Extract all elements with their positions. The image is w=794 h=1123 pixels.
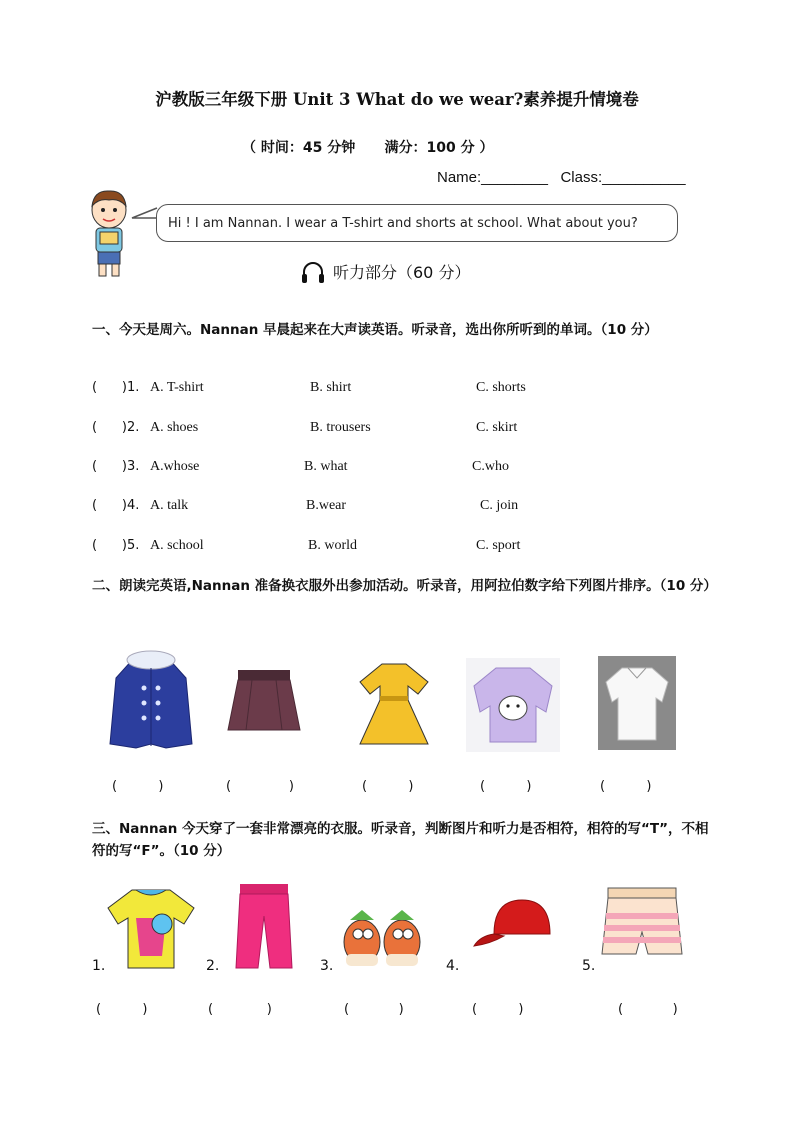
- sweater-picture: [466, 658, 560, 752]
- q1-option-b: B. shirt: [310, 380, 352, 395]
- judge-blank-4[interactable]: ( ): [472, 1002, 524, 1017]
- section1-heading: 一、今天是周六。Nannan 早晨起来在大声读英语。听录音，选出你所听到的单词。（10 分）: [92, 322, 658, 338]
- headphones-icon: [300, 260, 326, 284]
- judge-blank-2[interactable]: ( ): [208, 1002, 272, 1017]
- q4-option-a: A. talk: [150, 498, 189, 513]
- q3-option-c: C.who: [472, 459, 509, 474]
- q4-option-c: C. join: [480, 498, 519, 513]
- section2-heading: 二、朗读完英语,Nannan 准备换衣服外出参加活动。听录音，用阿拉伯数字给下列图片排序。（10 分）: [92, 578, 717, 594]
- order-blank-2[interactable]: ( ): [226, 779, 294, 794]
- shirt-picture: [598, 656, 676, 750]
- listening-heading: 听力部分（60 分）: [333, 263, 471, 282]
- q4-blank[interactable]: ( )4.: [92, 498, 140, 513]
- trousers-picture: [226, 880, 302, 972]
- q5-blank[interactable]: ( )5.: [92, 538, 140, 553]
- judge-blank-3[interactable]: ( ): [344, 1002, 404, 1017]
- item2-number: 2.: [206, 958, 220, 974]
- coat-picture: [106, 648, 196, 752]
- exam-info: （ 时间：45 分钟 满分：100 分 ）: [242, 140, 494, 156]
- dress-picture: [356, 660, 432, 746]
- item5-number: 5.: [582, 958, 596, 974]
- order-blank-5[interactable]: ( ): [600, 779, 652, 794]
- class-field[interactable]: Class:__________: [560, 169, 686, 186]
- order-blank-4[interactable]: ( ): [480, 779, 532, 794]
- q1-option-c: C. shorts: [476, 380, 526, 395]
- item3-number: 3.: [320, 958, 334, 974]
- q5-option-b: B. world: [308, 538, 357, 553]
- tshirt-picture: [106, 884, 196, 972]
- cap-picture: [470, 894, 554, 954]
- item4-number: 4.: [446, 958, 460, 974]
- item1-number: 1.: [92, 958, 106, 974]
- q2-option-c: C. skirt: [476, 420, 518, 435]
- q5-option-c: C. sport: [476, 538, 521, 553]
- section3-heading: 三、Nannan 今天穿了一套非常漂亮的衣服。听录音，判断图片和听力是否相符，相符的写“T”，不相符的写“F”。（10 分）: [92, 821, 709, 859]
- q4-option-b: B.wear: [306, 498, 347, 513]
- q2-blank[interactable]: ( )2.: [92, 420, 140, 435]
- q5-option-a: A. school: [150, 538, 204, 553]
- name-class-line: [437, 169, 686, 186]
- judge-blank-1[interactable]: ( ): [96, 1002, 148, 1017]
- judge-blank-5[interactable]: ( ): [618, 1002, 678, 1017]
- q1-option-a: A. T-shirt: [150, 380, 204, 395]
- q3-option-b: B. what: [304, 459, 348, 474]
- order-blank-3[interactable]: ( ): [362, 779, 414, 794]
- page-title: 沪教版三年级下册 Unit 3 What do we wear?素养提升情境卷: [155, 90, 639, 109]
- order-blank-1[interactable]: ( ): [112, 779, 164, 794]
- shorts-picture: [598, 882, 686, 970]
- bubble-text: Hi ! I am Nannan. I wear a T-shirt and shorts at school. What about you?: [168, 216, 638, 231]
- boy-illustration: [84, 188, 134, 280]
- q2-option-b: B. trousers: [310, 420, 371, 435]
- q3-blank[interactable]: ( )3.: [92, 459, 140, 474]
- q2-option-a: A. shoes: [150, 420, 199, 435]
- q3-option-a: A.whose: [150, 459, 200, 474]
- shoes-picture: [340, 898, 426, 968]
- q1-blank[interactable]: ( )1.: [92, 380, 140, 395]
- name-field[interactable]: Name:________: [437, 169, 548, 186]
- skirt-picture: [224, 656, 304, 748]
